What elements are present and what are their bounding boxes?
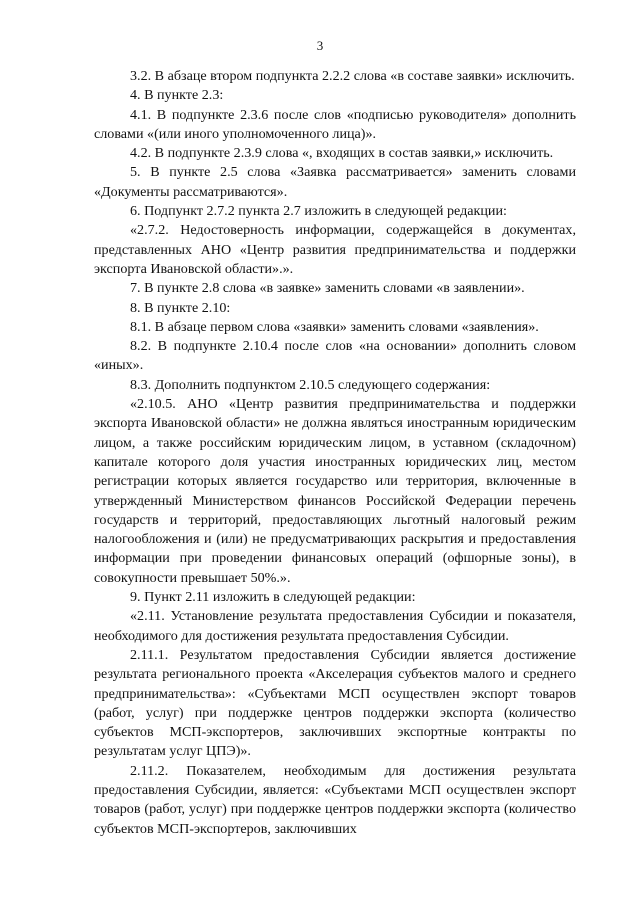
paragraph-9: 9. Пункт 2.11 изложить в следующей редакции:	[130, 589, 416, 606]
paragraph-8: 8. В пункте 2.10:	[130, 299, 231, 316]
paragraph-4-1: 4.1. В подпункте 2.3.6 после слов «подписью руководителя» дополнить словами «(или иного уполномоченного лица)».	[94, 106, 576, 142]
document-body	[94, 67, 576, 839]
paragraph-8-1: 8.1. В абзаце первом слова «заявки» заменить словами «заявления».	[130, 318, 539, 335]
paragraph-8-3: 8.3. Дополнить подпунктом 2.10.5 следующего содержания:	[130, 376, 491, 393]
paragraph-2-11-quote: «2.11. Установление результата предоставления Субсидии и показателя, необходимого для достижения результата предоставления Субсидии.	[94, 608, 576, 644]
page-number: 3	[316, 38, 324, 53]
paragraph-7: 7. В пункте 2.8 слова «в заявке» заменить словами «в заявлении».	[130, 280, 525, 297]
paragraph-3-2: 3.2. В абзаце втором подпункта 2.2.2 слова «в составе заявки» исключить.	[130, 68, 575, 84]
paragraph-2-11-2: 2.11.2. Показателем, необходимым для достижения результата предоставления Субсидии, является: «Субъектами МСП осуществлен экспорт товаров (работ, услуг) при поддержке центров поддержки экспорта (количество субъектов МСП-экспортеров, заключивших	[94, 762, 576, 837]
paragraph-4-2: 4.2. В подпункте 2.3.9 слова «, входящих в состав заявки,» исключить.	[130, 145, 554, 162]
paragraph-2-11-1: 2.11.1. Результатом предоставления Субсидии является достижение результата регионального проекта «Акселерация субъектов малого и среднего предпринимательства»: «Субъектами МСП осуществлен экспорт товаров (работ, услуг) при поддержке центров поддержки экспорта (количество субъектов МСП-экспортеров, заключивших экспортные контракты по результатам услуг ЦПЭ)».	[94, 646, 576, 760]
paragraph-2-10-5-quote: «2.10.5. АНО «Центр развития предпринимательства и поддержки экспорта Ивановской области» не должна являться иностранным юридическим лицом, а также российским юридическим лицом, в уставном (складочном) капитале которого доля участия иностранных юридических лиц, местом регистрации которых является государство или территория, включенные в утвержденный Министерством финансов Российской Федерации перечень государств и территорий, предоставляющих льготный налоговый режим налогообложения и (или) не предусматривающих раскрытия и предоставления информации при проведении финансовых операций (офшорные зоны), в совокупности превышает 50%.».	[94, 396, 576, 586]
paragraph-2-7-2-quote: «2.7.2. Недостоверность информации, содержащейся в документах, представленных АНО «Центр развития предпринимательства и поддержки экспорта Ивановской области».».	[94, 222, 576, 277]
paragraph-5: 5. В пункте 2.5 слова «Заявка рассматривается» заменить словами «Документы рассматриваются».	[94, 164, 576, 200]
paragraph-8-2: 8.2. В подпункте 2.10.4 после слов «на основании» дополнить словом «иных».	[94, 338, 576, 374]
paragraph-6: 6. Подпункт 2.7.2 пункта 2.7 изложить в следующей редакции:	[130, 203, 507, 220]
paragraph-4: 4. В пункте 2.3:	[130, 87, 224, 104]
